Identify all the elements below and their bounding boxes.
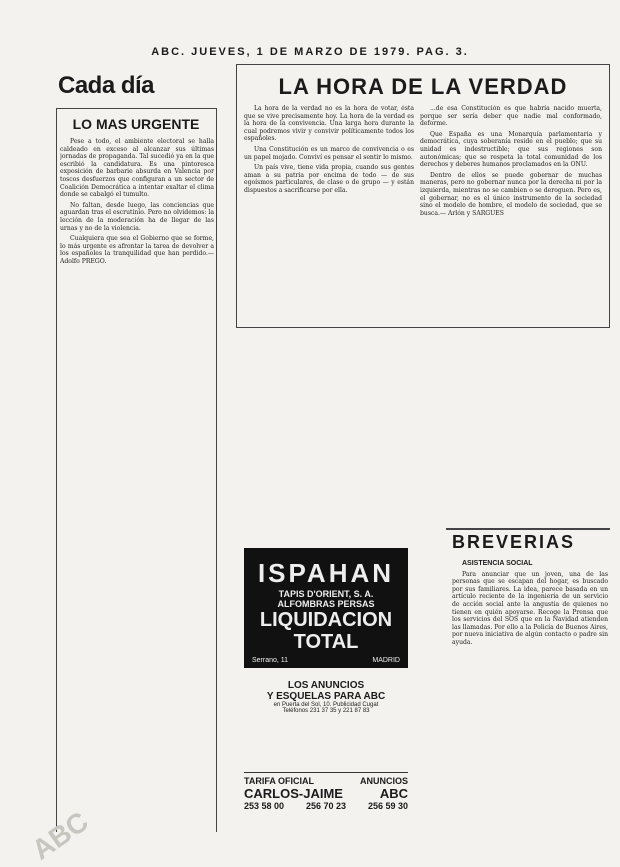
tarifa-label-2: ANUNCIOS xyxy=(359,776,408,786)
ad-big-2: TOTAL xyxy=(293,631,359,653)
editorial-title: LA HORA DE LA VERDAD xyxy=(278,74,568,99)
anuncios-line-3: en Puerta del Sol, 10. Publicidad Cugat xyxy=(273,702,379,708)
ad-address: Serrano, 11 xyxy=(252,657,289,664)
watermark: ABC xyxy=(26,805,94,866)
editorial-column-1 xyxy=(244,105,414,325)
tarifa-phone-1: 253 58 00 xyxy=(244,801,285,811)
ad-line-1: TAPIS D'ORIENT, S. A. xyxy=(278,589,374,599)
editorial-c2-p2: Que España es una Monarquía parlamentaria y democrática, cuya soberanía reside en el pueblo; que su unidad es indestructible; que sus regiones son autonómicas; que se respeta la total comunidad de los derechos y deberes humanos proclamados en la ONU. xyxy=(420,130,602,169)
tarifa-brand: ABC xyxy=(379,786,408,801)
ad-city: MADRID xyxy=(372,657,400,664)
breverias-title: BREVERIAS xyxy=(452,532,576,552)
ad-brand: ISPAHAN xyxy=(257,558,395,588)
tarifa-ad xyxy=(244,772,408,811)
anuncios-ad xyxy=(244,680,408,714)
page-header: ABC. JUEVES, 1 DE MARZO DE 1979. PAG. 3. xyxy=(151,46,469,58)
editorial-column-2 xyxy=(420,105,602,325)
column-paragraph-3: Cualquiera que sea el Gobierno que se forme, lo más urgente es afrontar la tarea de devolver a los españoles la tranquilidad que han perdido.— Adolfo PREGO. xyxy=(60,235,214,265)
tarifa-phone-3: 256 59 30 xyxy=(367,801,408,811)
editorial-c1-p2: Una Constitución es un marco de convivencia o es un papel mojado. Conviví es pensar el sentir lo mismo. xyxy=(244,145,414,161)
editorial-c2-p3: Dentro de ellos se puede gobernar de muchas maneras, pero no gobernar nunca por la derecha ni por la izquierda, mientras no se cambien o se deroguen. Pero es, el gobernar, no es el único instrumento de la sociedad sino el modelo de hombre, el modelo de sociedad, que se busca.— Arlón y SARGUES xyxy=(420,171,602,217)
breverias-heading: ASISTENCIA SOCIAL xyxy=(462,560,533,567)
anuncios-line-2: Y ESQUELAS PARA ABC xyxy=(266,691,386,702)
breverias-body xyxy=(452,560,608,830)
editorial-c1-p1: La hora de la verdad no es la hora de votar, ésta que se vive precisamente hoy. La hora de la verdad es la hora de la convivencia. Una larga hora durante la cual podremos vivir y convivir políticamente todos los españoles. xyxy=(244,105,414,143)
tarifa-name: CARLOS-JAIME xyxy=(244,786,343,801)
column-paragraph-1: Pese a todo, el ambiente electoral se halla caldeado en exceso al alcanzar sus últimas jornadas de propaganda. Tal sucedió ya en la que escribió la candidatura. Es una pintoresca exposición de barbarie absurda en Valencia por toscos desfuerzos que configuran a un sector de Coalición Democrática a intentar exaltar el clima donde se cabalgó el tumulto. xyxy=(60,138,214,199)
ispahan-ad xyxy=(244,548,408,668)
column-title: LO MAS URGENTE xyxy=(72,116,200,132)
ad-footer xyxy=(244,653,408,668)
ad-big-1: LIQUIDACION xyxy=(259,609,393,631)
breverias-text: Para anunciar que un joven, una de las personas que se escapan del hogar, es buscado por sus familiares. La idea, parece basada en un artículo reciente de la ingeniería de un servicio de acción social ante la angustia de quienes no tienen en quién apoyarse. Recoge la Prensa que los servicios del SOS que en la Navidad atienden las llamadas. Por ello a la Policía de Buenos Aires, por nueva iniciativa de algún contacto o padre sin ayuda. xyxy=(452,570,608,646)
editorial-c2-p1: ...de esa Constitución es que habría nacido muerta, porque ser sería deber que nadie mal conformado, deforme. xyxy=(420,105,602,128)
editorial-c1-p3: Un país vive, tiene vida propia, cuando sus gentes aman a su patria por encima de todo — de sus egoísmos particulares, de clase o de grupo — y están dispuestos a sacrificarse por ella. xyxy=(244,164,414,194)
column-kicker-box xyxy=(58,72,216,100)
ad-line-2: ALFOMBRAS PERSAS xyxy=(277,599,375,609)
tarifa-phone-2: 256 70 23 xyxy=(305,801,347,811)
anuncios-phones: Teléfonos 231 37 35 y 221 87 83 xyxy=(282,708,370,714)
column-body xyxy=(60,138,214,818)
tarifa-label-1: TARIFA OFICIAL xyxy=(244,776,314,786)
column-paragraph-2: No faltan, desde luego, las conciencias que aguardan tras el escrutinio. Pero no olvidemos: la lección de la moderación ha de llegar de las urnas y no de la violencia. xyxy=(60,201,214,232)
anuncios-line-1: LOS ANUNCIOS xyxy=(287,680,365,691)
column-kicker: Cada día xyxy=(58,72,155,99)
